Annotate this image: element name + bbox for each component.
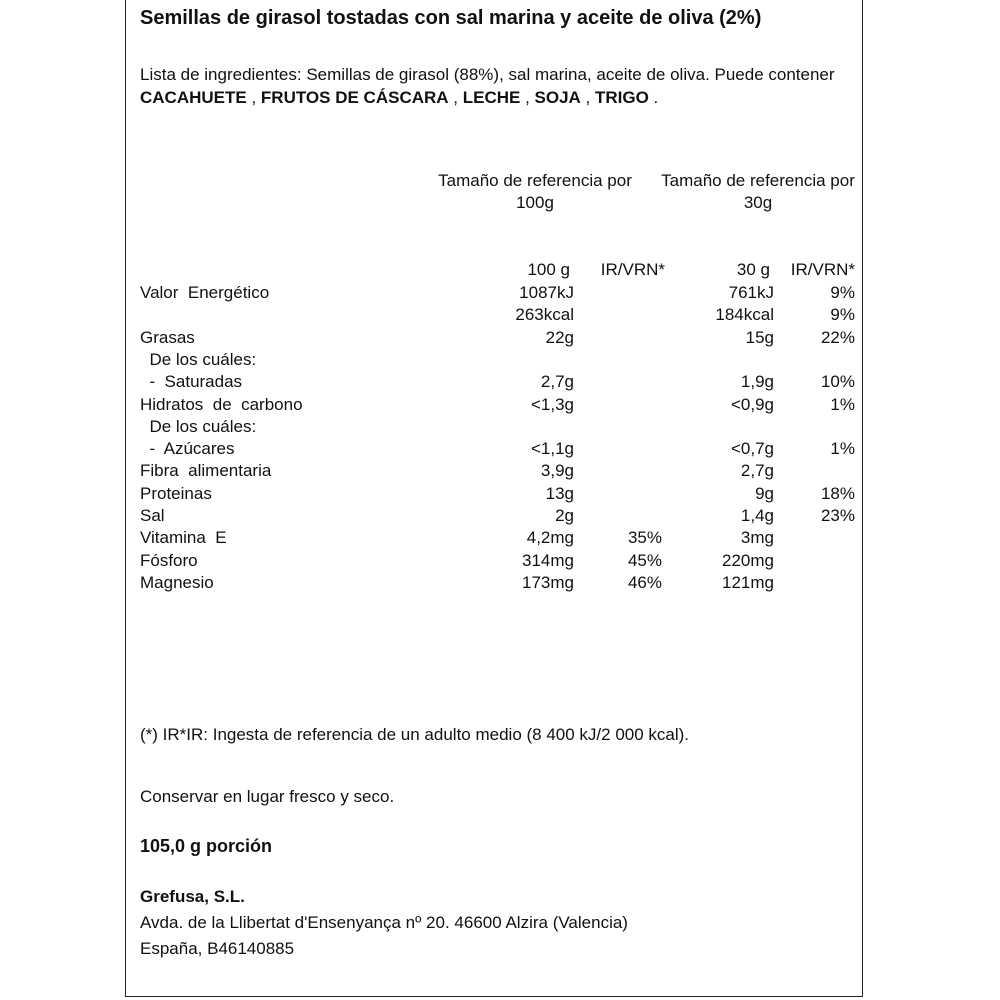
value-30g: 9g bbox=[755, 484, 774, 503]
value-30g: <0,9g bbox=[730, 395, 774, 414]
value-100g: 2,7g bbox=[540, 372, 574, 391]
ref-header-100g: Tamaño de referencia por 100g bbox=[438, 171, 632, 212]
irvrn-30g: 9% bbox=[830, 305, 855, 324]
row-label: - Azúcares bbox=[140, 439, 235, 458]
company-country: España, B46140885 bbox=[140, 939, 295, 958]
row-label: Valor Energético bbox=[140, 283, 270, 302]
row-label: De los cuáles: bbox=[140, 350, 257, 369]
col-header-irvrn-30g: IR/VRN* bbox=[790, 260, 855, 279]
value-100g: 314mg bbox=[522, 551, 574, 570]
allergen-0: CACAHUETE bbox=[140, 88, 247, 107]
company-name: Grefusa, S.L. bbox=[140, 887, 245, 906]
value-30g: 3mg bbox=[740, 528, 774, 547]
irvrn-30g: 18% bbox=[820, 484, 855, 503]
value-30g: 1,9g bbox=[740, 372, 774, 391]
col-header-30g: 30 g bbox=[736, 260, 770, 279]
allergen-1: FRUTOS DE CÁSCARA bbox=[260, 88, 449, 107]
company-address: Avda. de la Llibertat d'Ensenyança nº 20. 46600 Alzira (Valencia) bbox=[140, 913, 628, 932]
value-100g: <1,1g bbox=[530, 439, 574, 458]
value-100g: 1087kJ bbox=[519, 283, 574, 302]
ingredients-list: Lista de ingredientes: Semillas de girasol (88%), sal marina, aceite de oliva. Puede contener CACAHUETE , FRUTOS DE CÁSCARA , LECHE , SOJA , TRIGO . bbox=[140, 65, 835, 107]
value-30g: 121mg bbox=[722, 573, 774, 592]
irvrn-100g: 35% bbox=[627, 528, 662, 547]
row-label: Vitamina E bbox=[140, 528, 227, 547]
row-label: De los cuáles: bbox=[140, 417, 257, 436]
ref-header-30g: Tamaño de referencia por 30g bbox=[661, 171, 855, 212]
row-label: - Saturadas bbox=[140, 372, 243, 391]
irvrn-100g: 46% bbox=[627, 573, 662, 592]
row-label: Sal bbox=[140, 506, 165, 525]
storage-instructions: Conservar en lugar fresco y seco. bbox=[140, 787, 395, 806]
value-30g: 1,4g bbox=[740, 506, 774, 525]
irvrn-30g: 9% bbox=[830, 283, 855, 302]
value-100g: 263kcal bbox=[515, 305, 574, 324]
col-header-100g: 100 g bbox=[527, 260, 570, 279]
allergen-4: TRIGO bbox=[594, 88, 649, 107]
row-label: Fibra alimentaria bbox=[140, 461, 272, 480]
value-30g: 761kJ bbox=[728, 283, 774, 302]
ingredients-text: Lista de ingredientes: Semillas de girasol (88%), sal marina, aceite de oliva. Puede contener bbox=[140, 65, 835, 84]
row-label: Fósforo bbox=[140, 551, 198, 570]
allergen-3: SOJA bbox=[534, 88, 581, 107]
value-100g: 22g bbox=[545, 328, 574, 347]
product-title: Semillas de girasol tostadas con sal marina y aceite de oliva (2%) bbox=[140, 7, 762, 29]
value-100g: 3,9g bbox=[540, 461, 574, 480]
value-100g: 2g bbox=[555, 506, 574, 525]
irvrn-30g: 1% bbox=[830, 439, 855, 458]
value-100g: 13g bbox=[545, 484, 574, 503]
footnote: (*) IR*IR: Ingesta de referencia de un adulto medio (8 400 kJ/2 000 kcal). bbox=[140, 725, 690, 744]
row-label: Grasas bbox=[140, 328, 195, 347]
allergen-2: LECHE bbox=[462, 88, 521, 107]
row-label: Hidratos de carbono bbox=[140, 395, 303, 414]
portion-size: 105,0 g porción bbox=[140, 836, 273, 856]
value-100g: <1,3g bbox=[530, 395, 574, 414]
value-30g: 2,7g bbox=[740, 461, 774, 480]
value-100g: 173mg bbox=[522, 573, 574, 592]
col-header-irvrn-100g: IR/VRN* bbox=[600, 260, 665, 279]
irvrn-30g: 23% bbox=[820, 506, 855, 525]
value-30g: 220mg bbox=[722, 551, 774, 570]
row-label: Magnesio bbox=[140, 573, 214, 592]
row-label: Proteinas bbox=[140, 484, 212, 503]
irvrn-30g: 1% bbox=[830, 395, 855, 414]
irvrn-100g: 45% bbox=[627, 551, 662, 570]
value-100g: 4,2mg bbox=[526, 528, 574, 547]
irvrn-30g: 22% bbox=[820, 328, 855, 347]
irvrn-30g: 10% bbox=[820, 372, 855, 391]
value-30g: 15g bbox=[745, 328, 774, 347]
value-30g: <0,7g bbox=[730, 439, 774, 458]
value-30g: 184kcal bbox=[715, 305, 774, 324]
